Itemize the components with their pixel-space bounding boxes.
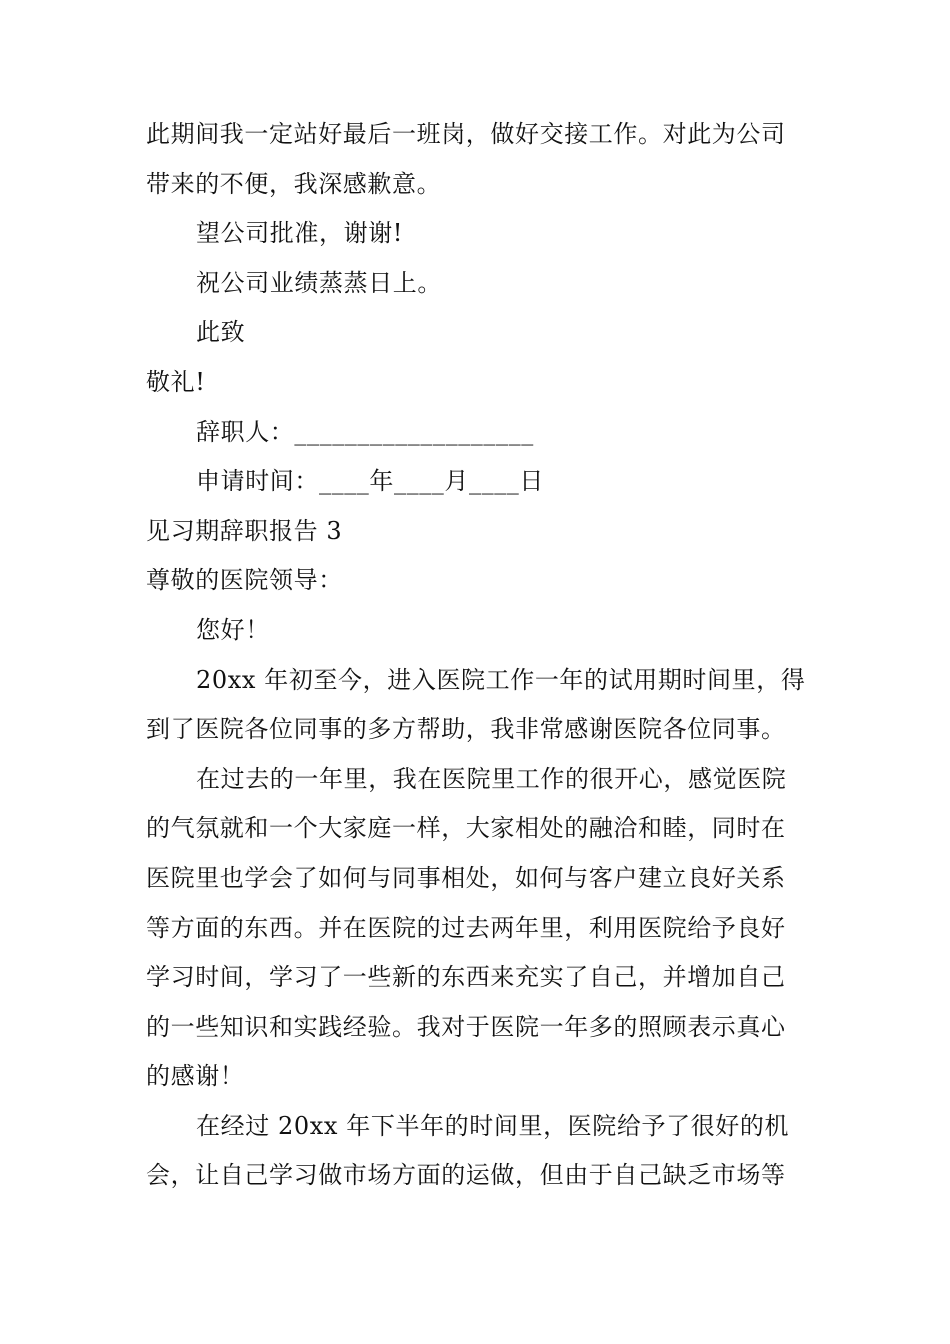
paragraph-line: 的气氛就和一个大家庭一样，大家相处的融洽和睦，同时在 bbox=[146, 814, 786, 843]
closing-respect: 敬礼! bbox=[146, 367, 206, 396]
application-date-line: 申请时间：____年____月____日 bbox=[196, 467, 544, 496]
paragraph-line: 医院里也学会了如何与同事相处，如何与客户建立良好关系 bbox=[146, 863, 786, 892]
letter-salutation: 尊敬的医院领导： bbox=[146, 566, 343, 595]
paragraph-line: 学习时间，学习了一些新的东西来充实了自己，并增加自己 bbox=[146, 963, 786, 992]
wishes-line: 祝公司业绩蒸蒸日上。 bbox=[196, 268, 442, 297]
paragraph-line: 会，让自己学习做市场方面的运做，但由于自己缺乏市场等 bbox=[146, 1161, 786, 1190]
paragraph-line: 的感谢！ bbox=[146, 1062, 245, 1091]
section-title: 见习期辞职报告 3 bbox=[146, 516, 343, 545]
paragraph-line: 在经过 20xx 年下半年的时间里，医院给予了很好的机 bbox=[196, 1111, 790, 1140]
paragraph-line: 的一些知识和实践经验。我对于医院一年多的照顾表示真心 bbox=[146, 1012, 786, 1041]
paragraph-line: 到了医院各位同事的多方帮助，我非常感谢医院各位同事。 bbox=[146, 715, 786, 744]
paragraph-line: 在过去的一年里，我在医院里工作的很开心，感觉医院 bbox=[196, 764, 787, 793]
document-body bbox=[146, 110, 826, 1201]
paragraph-line: 此期间我一定站好最后一班岗，做好交接工作。对此为公司 bbox=[146, 120, 786, 148]
resigner-signature-line: 辞职人：___________________ bbox=[196, 417, 534, 446]
paragraph-line: 20xx 年初至今，进入医院工作一年的试用期时间里，得 bbox=[196, 665, 806, 694]
closing-salutation: 此致 bbox=[196, 318, 246, 347]
request-approval-line: 望公司批准，谢谢! bbox=[196, 219, 404, 248]
paragraph-line: 带来的不便，我深感歉意。 bbox=[146, 169, 442, 198]
greeting-line: 您好！ bbox=[196, 615, 270, 644]
paragraph-line: 等方面的东西。并在医院的过去两年里，利用医院给予良好 bbox=[146, 913, 786, 942]
